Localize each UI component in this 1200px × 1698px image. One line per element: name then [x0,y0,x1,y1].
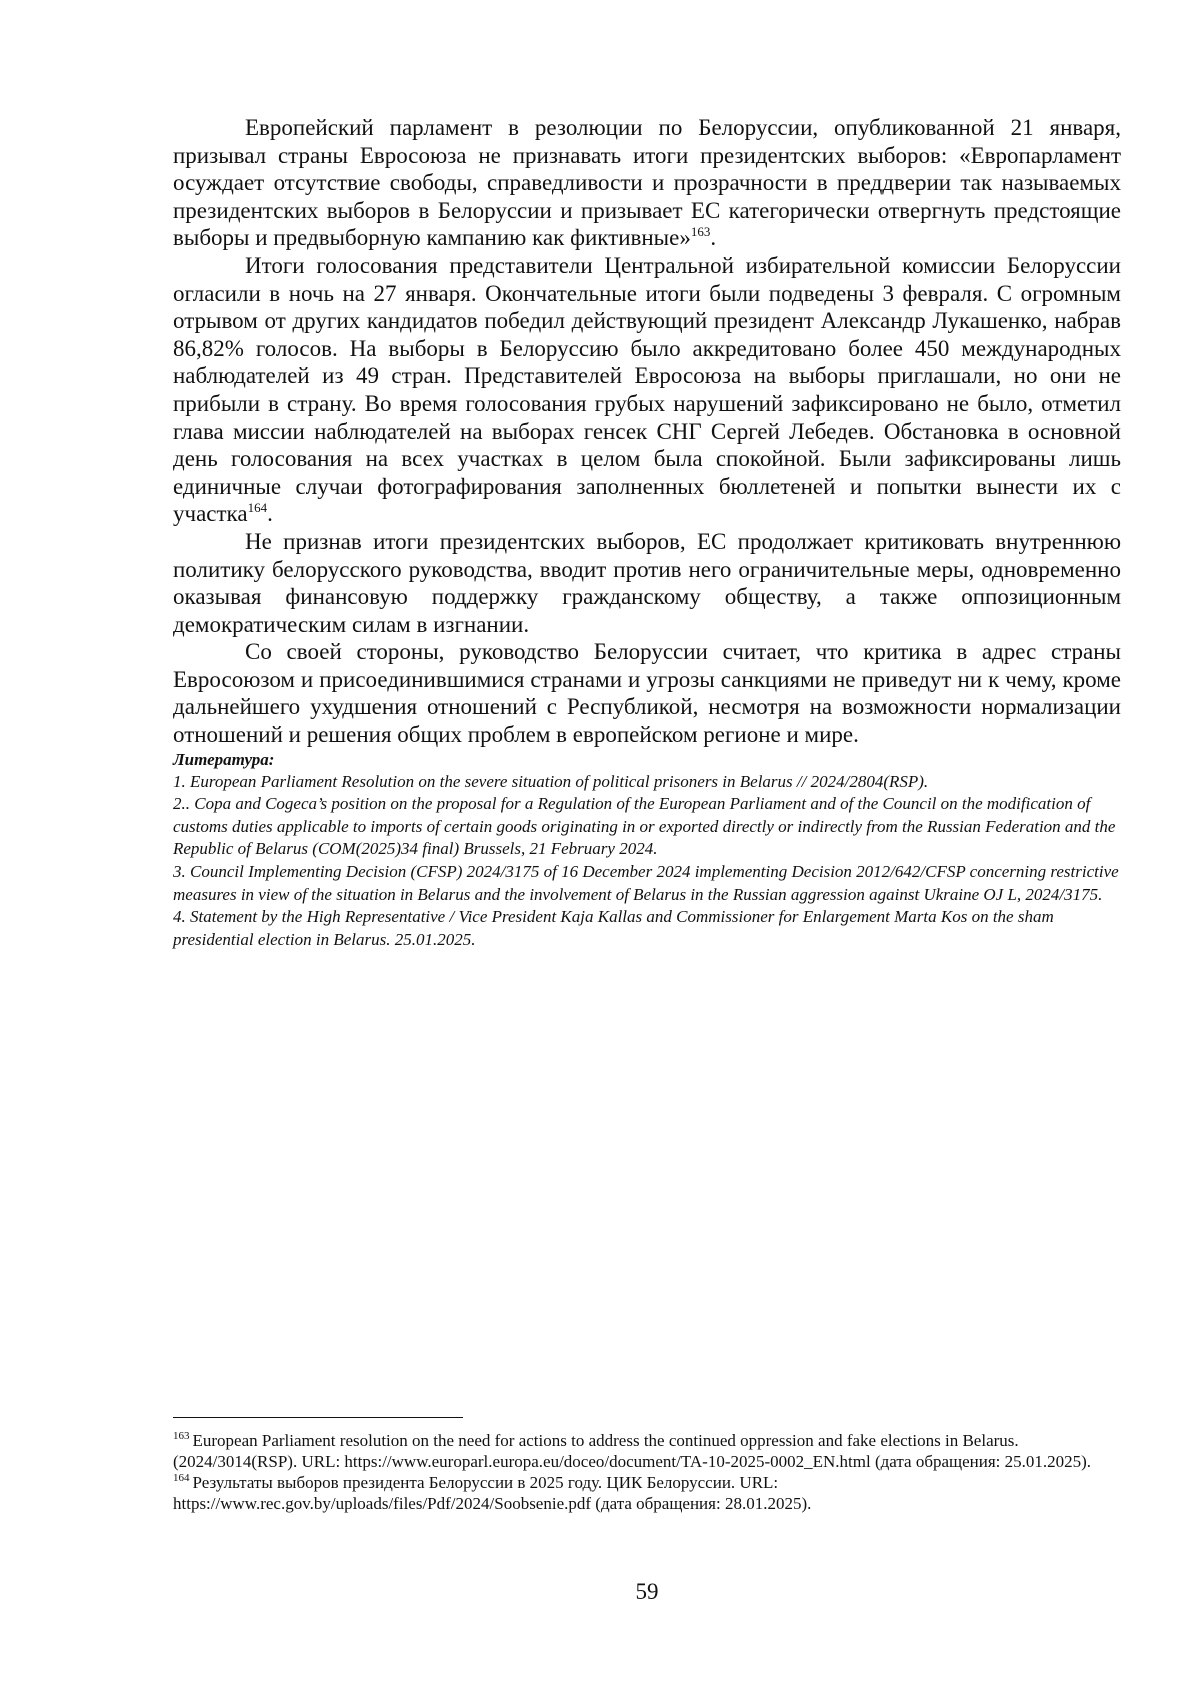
main-body-text [173,114,1121,951]
footnote-ref-164[interactable]: 164 [247,500,268,516]
paragraph-text: Со своей стороны, руководство Белоруссии считает, что критика в адрес страны Евросоюзом и присоединившимися странами и угрозы санкциями не приведут ни к чему, кроме дальнейшего ухудшения отношений с Республикой, несмотря на возможности нормализации отношений и решения общих проблем в европейском регионе и мире. [173,639,1121,748]
paragraph-text: Европейский парламент в резолюции по Белоруссии, опубликованной 21 января, призывал страны Евросоюза не признавать итоги президентских выборов: «Европарламент осуждает отсутствие свободы, справедливости и прозрачности в преддверии так называемых президентских выборов в Белоруссии и призывает ЕС категорически отвергнуть предстоящие выборы и предвыборную кампанию как фиктивные» [173,115,1121,251]
paragraph-belarus-position [173,638,1121,748]
footnote-text: European Parliament resolution on the need for actions to address the continued oppression and fake elections in Belarus. (2024/3014(RSP). URL: https://www.europarl.europa.eu/doceo/document/TA-10-2025-0002_EN.html (дата обращения: 25.01.2025). [173,1431,1092,1471]
paragraph-text: Итоги голосования представители Центральной избирательной комиссии Белоруссии огласили в ночь на 27 января. Окончательные итоги были подведены 3 февраля. С огромным отрывом от других кандидатов победил действующий президент Александр Лукашенко, набрав 86,82% голосов. На выборы в Белоруссию было аккредитовано более 450 международных наблюдателей из 49 стран. Представителей Евросоюза на выборы приглашали, но они не прибыли в страну. Во время голосования грубых нарушений зафиксировано не было, отметил глава миссии наблюдателей на выборах генсек СНГ Сергей Лебедев. Обстановка в основной день голосования на всех участках в целом была спокойной. Были зафиксированы лишь единичные случаи фотографирования заполненных бюллетеней и попытки вынести их с участка [173,252,1121,527]
footnote-163 [173,1430,1121,1472]
footnote-number: 164 [173,1472,190,1484]
footnote-ref-163[interactable]: 163 [690,224,711,240]
paragraph-eu-position [173,528,1121,638]
literature-item-3: 3. Council Implementing Decision (CFSP) 2024/3175 of 16 December 2024 implementing Decision 2012/642/CFSP concerning restrictive measures in view of the situation in Belarus and the involvement of Belarus in the Russian aggression against Ukraine OJ L, 2024/3175. [173,862,1119,904]
paragraph-tail: . [267,501,273,527]
footnote-number: 163 [173,1430,190,1442]
literature-item-1: 1. European Parliament Resolution on the severe situation of political prisoners in Belarus // 2024/2804(RSP). [173,771,929,791]
paragraph-voting-results [173,252,1121,528]
footnote-separator [173,1417,463,1418]
footnote-text: Результаты выборов президента Белоруссии в 2025 году. ЦИК Белоруссии. URL: https://www.rec.gov.by/uploads/files/Pdf/2024/Soobsenie.pdf (дата обращения: 28.01.2025). [173,1473,812,1513]
footnote-164 [173,1472,1121,1514]
literature-heading: Литература: [173,749,275,769]
paragraph-text: Не признав итоги президентских выборов, ЕС продолжает критиковать внутреннюю политику белорусского руководства, вводит против него ограничительные меры, одновременно оказывая финансовую поддержку гражданскому обществу, а также оппозиционным демократическим силам в изгнании. [173,528,1121,637]
paragraph-ep-resolution [173,114,1121,252]
footnotes-section [173,1430,1121,1514]
literature-item-4: 4. Statement by the High Representative / Vice President Kaja Kallas and Commissioner for Enlargement Marta Kos on the sham presidential election in Belarus. 25.01.2025. [173,907,1054,949]
paragraph-tail: . [710,225,717,251]
page-number: 59 [635,1579,659,1604]
literature-item-2: 2.. Copa and Cogeca’s position on the proposal for a Regulation of the European Parliament and of the Council on the modification of customs duties applicable to imports of certain goods originating in or exported directly or indirectly from the Russian Federation and the Republic of Belarus (COM(2025)34 final) Brussels, 21 February 2024. [173,794,1116,859]
